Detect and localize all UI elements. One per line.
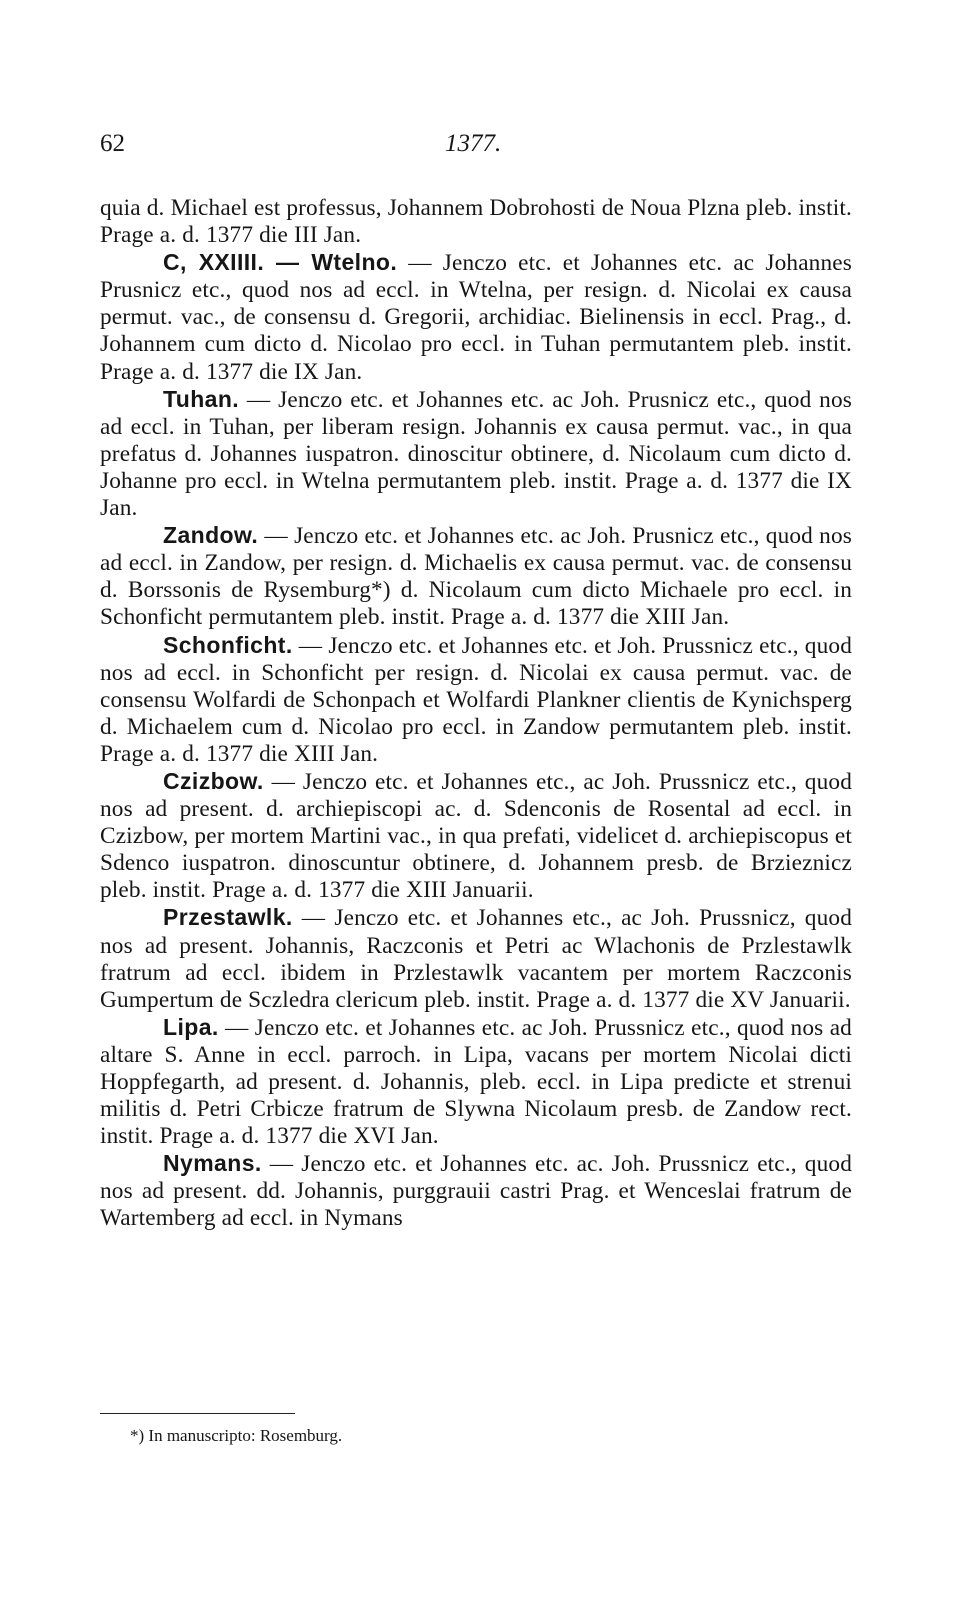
entry-text: — Jenczo etc. et Johannes etc. ac. Joh. Prussnicz etc., quod nos ad present. dd. Johannis, purggrauii castri Prag. et Wenceslai fratrum de Wartemberg ad eccl. in Nymans bbox=[100, 1151, 852, 1232]
entry-lipa bbox=[100, 1014, 852, 1150]
footnote: *) In manuscripto: Rosemburg. bbox=[130, 1426, 343, 1445]
body-text bbox=[100, 195, 852, 1233]
entry-text: — Jenczo etc. et Johannes etc., ac Joh. Prussnicz etc., quod nos ad present. d. archiepiscopi ac. d. Sdenconis de Rosental ad eccl. in Czizbow, per mortem Martini vac., in qua prefati, videlicet d. archiepiscopus et Sdenco iuspatron. dinoscuntur obtinere, d. Johannem presb. de Brzieznicz pleb. instit. Prage a. d. 1377 die XIII Januarii. bbox=[100, 768, 852, 904]
entry-text: — Jenczo etc. et Johannes etc. ac Joh. Prussnicz etc., quod nos ad altare S. Anne in eccl. parroch. in Lipa, vacans per mortem Nicolai dicti Hoppfegarth, ad present. d. Johannis, pleb. eccl. in Lipa predicte et strenui militis d. Petri Crbicze fratrum de Slywna Nicolaum presb. de Zandow rect. instit. Prage a. d. 1377 die XVI Jan. bbox=[100, 1014, 852, 1150]
entry-title: Lipa. bbox=[163, 1013, 219, 1040]
entry-text: — Jenczo etc. et Johannes etc. et Joh. Prussnicz etc., quod nos ad eccl. in Schonficht per resign. d. Nicolai ex causa permut. vac. de consensu Wolfardi de Schonpach et Wolfardi Plankner clientis de Kynichsperg d. Michaelem cum d. Nicolao pro eccl. in Zandow permutantem pleb. instit. Prage a. d. 1377 die XIII Jan. bbox=[100, 632, 852, 767]
page-header bbox=[100, 130, 852, 170]
entry-czizbow bbox=[100, 768, 852, 904]
entry-text: — Jenczo etc. et Johannes etc. ac Joh. Prusnicz etc., quod nos ad eccl. in Zandow, per resign. d. Michaelis ex causa permut. vac. de consensu d. Borssonis de Rysemburg*) d. Nicolaum cum dicto Michaele pro eccl. in Schonficht permutantem pleb. instit. Prage a. d. 1377 die XIII Jan. bbox=[100, 523, 852, 631]
entry-title: Zandow. bbox=[163, 522, 259, 549]
entry-title: Nymans. bbox=[163, 1150, 262, 1177]
intro-paragraph: quia d. Michael est professus, Johannem Dobrohosti de Noua Plzna pleb. instit. Prage a. d. 1377 die III Jan. bbox=[100, 195, 852, 249]
entry-text: — Jenczo etc. et Johannes etc. ac Johannes Prusnicz etc., quod nos ad eccl. in Wtelna, per resign. d. Nicolai ex causa permut. vac., de consensu d. Gregorii, archidiac. Bielinensis in eccl. Prag., d. Johannem cum dicto d. Nicolao pro eccl. in Tuhan permutantem pleb. instit. Prage a. d. 1377 die IX Jan. bbox=[100, 250, 852, 385]
entry-schonficht bbox=[100, 632, 852, 768]
running-title-year: 1377. bbox=[445, 130, 502, 157]
entry-title: Czizbow. bbox=[163, 767, 264, 794]
entry-tuhan bbox=[100, 386, 852, 522]
entry-title: Schonficht. bbox=[163, 631, 293, 658]
entry-text: — Jenczo etc. et Johannes etc. ac Joh. Prusnicz etc., quod nos ad eccl. in Tuhan, per liberam resign. Johannis ex causa permut. vac., in qua prefatus d. Johannes iuspatron. dinoscitur obtinere, d. Nicolaum cum dicto d. Johanne pro eccl. in Wtelna permutantem pleb. instit. Prage a. d. 1377 die IX Jan. bbox=[100, 386, 852, 522]
entry-przestawlk bbox=[100, 904, 852, 1013]
entry-text: — Jenczo etc. et Johannes etc., ac Joh. Prussnicz, quod nos ad present. Johannis, Raczconis et Petri ac Wlachonis de Przlestawlk fratrum ad eccl. ibidem in Przlestawlk vacantem per mortem Raczconis Gumpertum de Sczledra clericum pleb. instit. Prage a. d. 1377 die XV Januarii. bbox=[100, 905, 852, 1013]
entry-wtelno bbox=[100, 249, 852, 385]
entry-title: Tuhan. bbox=[163, 385, 240, 412]
footnote-divider bbox=[100, 1413, 295, 1414]
entry-zandow bbox=[100, 522, 852, 631]
entry-title: C, XXIIII. — Wtelno. bbox=[163, 249, 398, 276]
page-number: 62 bbox=[100, 130, 125, 157]
entry-title: Przestawlk. bbox=[163, 904, 293, 931]
entry-nymans bbox=[100, 1150, 852, 1232]
